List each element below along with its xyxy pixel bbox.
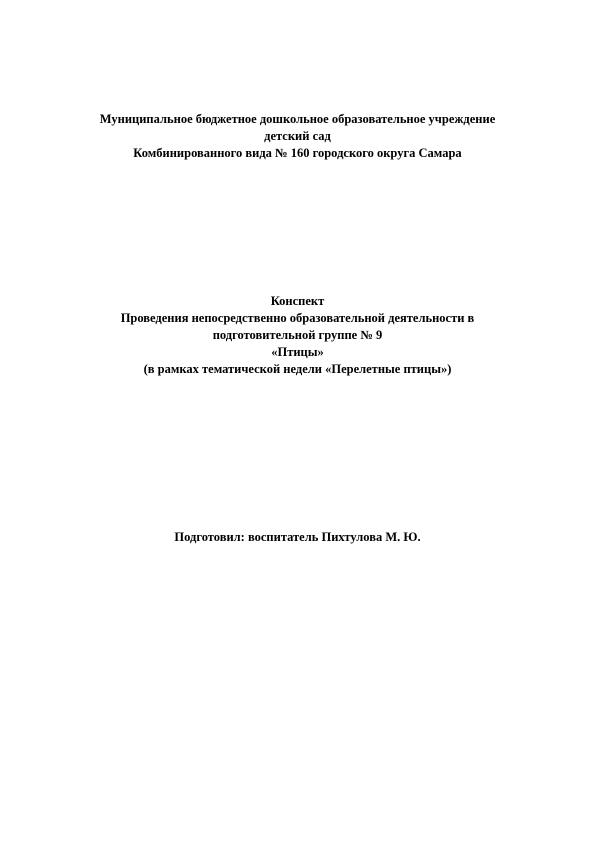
document-context: (в рамках тематической недели «Перелетные птицы») bbox=[143, 362, 452, 376]
document-type: Конспект bbox=[270, 294, 325, 308]
author-line bbox=[0, 529, 595, 546]
organization-header bbox=[0, 111, 595, 162]
organization-line-2: детский сад bbox=[264, 129, 331, 143]
organization-line-1: Муниципальное бюджетное дошкольное образовательное учреждение bbox=[99, 112, 496, 126]
document-topic: «Птицы» bbox=[271, 345, 324, 359]
organization-line-3: Комбинированного вида № 160 городского округа Самара bbox=[133, 146, 462, 160]
document-title-block bbox=[0, 293, 595, 378]
document-subtitle-line-1: Проведения непосредственно образовательной деятельности в bbox=[120, 311, 475, 325]
document-subtitle-line-2: подготовительной группе № 9 bbox=[212, 328, 383, 342]
author-text: Подготовил: воспитатель Пихтулова М. Ю. bbox=[174, 530, 421, 544]
